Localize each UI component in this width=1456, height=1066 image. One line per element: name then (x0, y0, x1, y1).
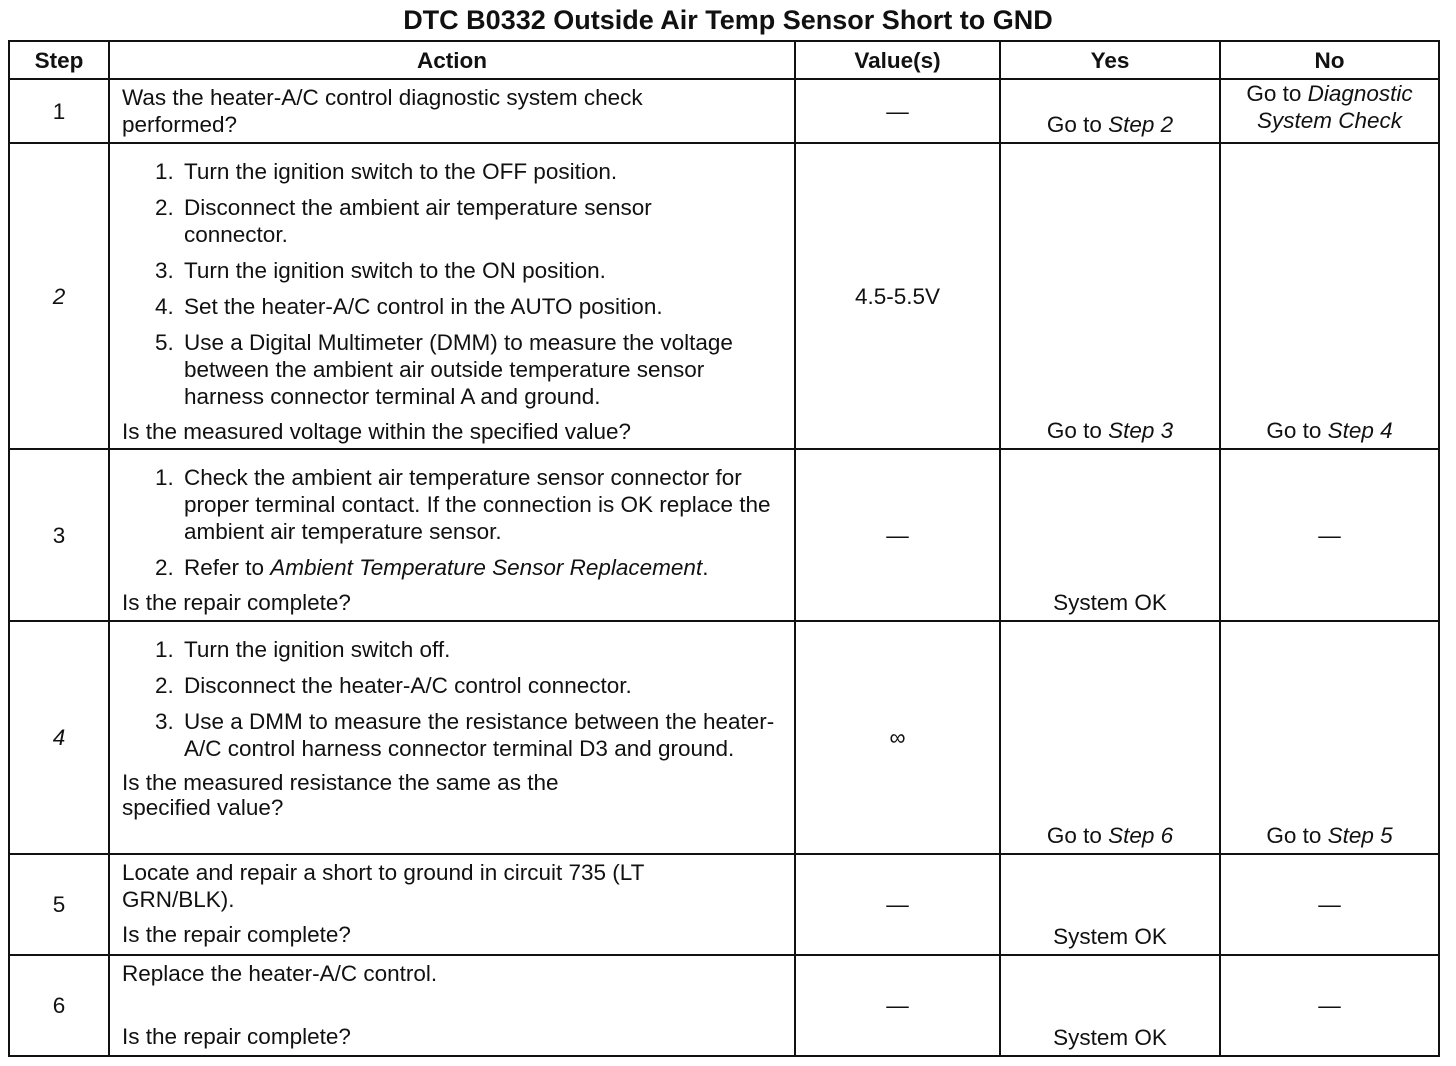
yes-cell: System OK (1000, 955, 1220, 1056)
action-question: Is the repair complete? (122, 922, 351, 947)
value-cell: — (795, 854, 1000, 955)
action-step-item (180, 554, 784, 581)
value-cell: ∞ (795, 621, 1000, 854)
action-cell (109, 143, 795, 449)
action-step-item: 3. Turn the ignition switch to the ON position. (180, 257, 784, 284)
value-cell: — (795, 79, 1000, 143)
action-step-item: 1. Turn the ignition switch to the OFF position. (180, 158, 784, 185)
action-cell (109, 854, 795, 955)
action-question: Is the measured voltage within the specified value? (122, 419, 632, 444)
document-title: DTC B0332 Outside Air Temp Sensor Short to GND (403, 5, 1053, 35)
table-row-step-2 (9, 143, 1439, 449)
action-step-item: 1. Check the ambient air temperature sensor connector for proper terminal contact. If the connection is OK replace the ambient air temperature sensor. (180, 464, 784, 545)
yes-link[interactable]: Step 2 (1108, 112, 1174, 137)
no-cell (1220, 621, 1439, 854)
action-question: Is the repair complete? (122, 1024, 351, 1049)
action-step-item: 1. Turn the ignition switch off. (180, 636, 784, 663)
yes-cell (1000, 143, 1220, 449)
yes-prefix: Go to (1046, 823, 1109, 848)
no-cell: — (1220, 854, 1439, 955)
refer-suffix: . (702, 555, 709, 580)
action-text: Replace the heater-A/C control. (122, 961, 438, 986)
yes-prefix: Go to (1046, 418, 1109, 443)
yes-cell (1000, 621, 1220, 854)
yes-prefix: Go to (1046, 112, 1109, 137)
step-number: 6 (9, 955, 109, 1056)
no-link[interactable]: Step 5 (1327, 823, 1393, 848)
header-values: Value(s) (795, 41, 1000, 79)
value-cell: — (795, 955, 1000, 1056)
action-text: Was the heater-A/C control diagnostic system check performed? (122, 85, 643, 137)
header-no: No (1220, 41, 1439, 79)
table-row-step-3 (9, 449, 1439, 621)
action-step-list (122, 636, 784, 762)
yes-cell: System OK (1000, 449, 1220, 621)
table-row-step-4 (9, 621, 1439, 854)
refer-link[interactable]: Ambient Temperature Sensor Replacement (270, 555, 703, 580)
no-prefix: Go to (1266, 418, 1328, 443)
action-question: Is the repair complete? (122, 590, 351, 615)
no-cell (1220, 79, 1439, 143)
refer-prefix: Refer to (184, 555, 271, 580)
step-number: 5 (9, 854, 109, 955)
table-row-step-1 (9, 79, 1439, 143)
action-cell (109, 621, 795, 854)
action-step-list (122, 464, 784, 581)
step-number: 2 (9, 143, 109, 449)
action-cell (109, 79, 795, 143)
no-link[interactable]: Step 4 (1327, 418, 1393, 443)
yes-cell (1000, 79, 1220, 143)
table-header-row (9, 41, 1439, 79)
header-step: Step (9, 41, 109, 79)
no-prefix: Go to (1266, 823, 1328, 848)
value-cell: 4.5-5.5V (795, 143, 1000, 449)
action-text: Locate and repair a short to ground in circuit 735 (LT GRN/BLK). (122, 860, 644, 912)
action-step-item: 3. Use a DMM to measure the resistance between the heater-A/C control harness connector terminal D3 and ground. (180, 708, 794, 762)
no-cell: — (1220, 449, 1439, 621)
step-number: 4 (9, 621, 109, 854)
action-step-item: 4. Set the heater-A/C control in the AUTO position. (180, 293, 784, 320)
diagnostic-table (8, 40, 1440, 1057)
no-cell: — (1220, 955, 1439, 1056)
table-row-step-6 (9, 955, 1439, 1056)
no-prefix: Go to (1246, 81, 1308, 106)
header-yes: Yes (1000, 41, 1220, 79)
no-cell (1220, 143, 1439, 449)
step-number: 1 (9, 79, 109, 143)
step-number: 3 (9, 449, 109, 621)
action-step-item: 2. Disconnect the heater-A/C control connector. (180, 672, 784, 699)
action-cell (109, 449, 795, 621)
header-action: Action (109, 41, 795, 79)
action-step-item: 5. Use a Digital Multimeter (DMM) to measure the voltage between the ambient air outside temperature sensor harness connector terminal A and ground. (180, 329, 784, 410)
no-link[interactable]: Diagnostic System Check (1256, 81, 1413, 133)
value-cell: — (795, 449, 1000, 621)
action-step-list (122, 158, 784, 410)
table-row-step-5 (9, 854, 1439, 955)
action-step-item: 2. Disconnect the ambient air temperature sensor connector. (180, 194, 704, 248)
yes-cell: System OK (1000, 854, 1220, 955)
yes-link[interactable]: Step 6 (1108, 823, 1174, 848)
action-question: Is the measured resistance the same as the specified value? (122, 770, 559, 820)
yes-link[interactable]: Step 3 (1108, 418, 1174, 443)
action-cell (109, 955, 795, 1056)
